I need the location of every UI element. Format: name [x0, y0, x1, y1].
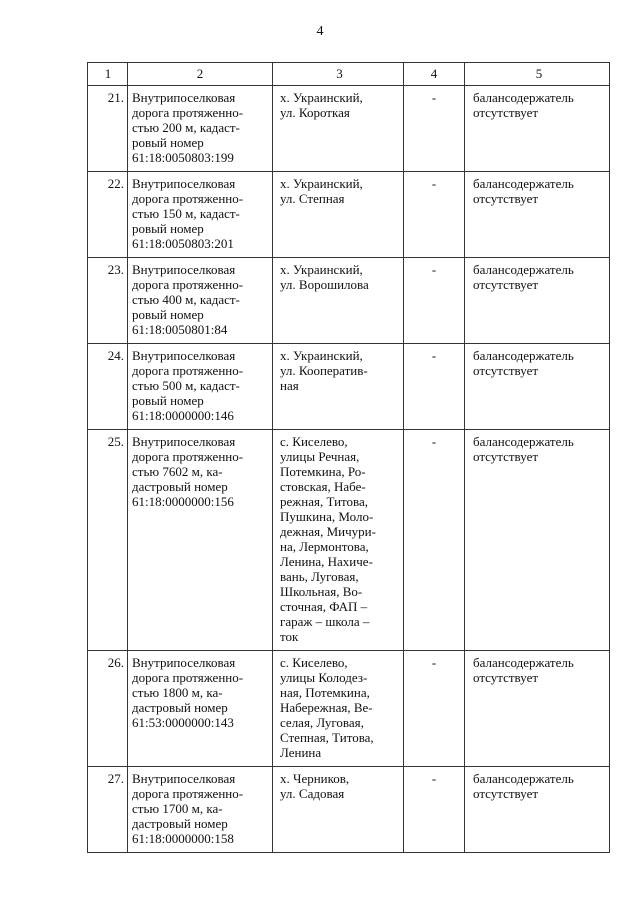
- column-4-value: -: [431, 90, 437, 105]
- column-4-value-cell: [404, 767, 465, 853]
- balance-holder-cell: [465, 258, 610, 344]
- table-row: [88, 767, 610, 853]
- column-4-value-cell: [404, 86, 465, 172]
- row-number-cell: [88, 651, 128, 767]
- table-row: [88, 344, 610, 430]
- header-col-1: 1: [88, 63, 128, 86]
- object-address-cell: [273, 767, 404, 853]
- balance-holder-cell: [465, 172, 610, 258]
- object-address-cell: [273, 86, 404, 172]
- row-number: 22.: [107, 176, 124, 191]
- object-description: Внутрипоселковая дорога протяженно- стью 200 м, кадаст- ровый номер 61:18:0050803:199: [132, 90, 244, 165]
- table-row: [88, 651, 610, 767]
- object-address-cell: [273, 651, 404, 767]
- object-address-cell: [273, 344, 404, 430]
- column-4-value: -: [431, 655, 437, 670]
- object-description-cell: [128, 651, 273, 767]
- object-description-cell: [128, 86, 273, 172]
- balance-holder: балансодержатель отсутствует: [473, 176, 574, 206]
- header-col-5: 5: [465, 63, 610, 86]
- column-4-value-cell: [404, 430, 465, 651]
- object-address: х. Украинский, ул. Короткая: [280, 90, 363, 120]
- column-4-value-cell: [404, 172, 465, 258]
- row-number: 23.: [107, 262, 124, 277]
- column-4-value-cell: [404, 651, 465, 767]
- row-number-cell: [88, 86, 128, 172]
- row-number: 24.: [107, 348, 124, 363]
- object-description-cell: [128, 258, 273, 344]
- row-number: 27.: [107, 771, 124, 786]
- balance-holder: балансодержатель отсутствует: [473, 434, 574, 464]
- row-number: 25.: [107, 434, 124, 449]
- object-description: Внутрипоселковая дорога протяженно- стью 7602 м, ка- дастровый номер 61:18:0000000:156: [132, 434, 244, 509]
- object-address: с. Киселево, улицы Речная, Потемкина, Ро- стовская, Набе- режная, Титова, Пушкина, Моло- дежная, Мичури- на, Лермонтова, Ленина, Нахиче- вань, Луговая, Школьная, Во- сточная, ФАП – гараж – школа – ток: [280, 434, 376, 644]
- table-row: [88, 172, 610, 258]
- object-address: с. Киселево, улицы Колодез- ная, Потемкина, Набережная, Ве- селая, Луговая, Степная, Титова, Ленина: [280, 655, 374, 760]
- object-address: х. Украинский, ул. Степная: [280, 176, 363, 206]
- page-number: 4: [316, 24, 324, 39]
- balance-holder: балансодержатель отсутствует: [473, 262, 574, 292]
- column-4-value: -: [431, 771, 437, 786]
- column-4-value: -: [431, 176, 437, 191]
- row-number: 21.: [107, 90, 124, 105]
- object-description: Внутрипоселковая дорога протяженно- стью 1800 м, ка- дастровый номер 61:53:0000000:143: [132, 655, 244, 730]
- balance-holder-cell: [465, 651, 610, 767]
- object-description: Внутрипоселковая дорога протяженно- стью 400 м, кадаст- ровый номер 61:18:0050801:84: [132, 262, 244, 337]
- row-number-cell: [88, 172, 128, 258]
- column-4-value-cell: [404, 258, 465, 344]
- balance-holder-cell: [465, 767, 610, 853]
- object-address: х. Черников, ул. Садовая: [280, 771, 350, 801]
- object-description: Внутрипоселковая дорога протяженно- стью 1700 м, ка- дастровый номер 61:18:0000000:158: [132, 771, 244, 846]
- header-col-2: 2: [128, 63, 273, 86]
- row-number-cell: [88, 344, 128, 430]
- balance-holder-cell: [465, 86, 610, 172]
- table-row: [88, 258, 610, 344]
- column-4-value: -: [431, 434, 437, 449]
- object-description-cell: [128, 430, 273, 651]
- object-address: х. Украинский, ул. Ворошилова: [280, 262, 369, 292]
- object-address-cell: [273, 172, 404, 258]
- balance-holder: балансодержатель отсутствует: [473, 771, 574, 801]
- registry-table: [87, 62, 610, 853]
- object-address-cell: [273, 258, 404, 344]
- object-description: Внутрипоселковая дорога протяженно- стью 150 м, кадаст- ровый номер 61:18:0050803:201: [132, 176, 244, 251]
- header-col-4: 4: [404, 63, 465, 86]
- column-4-value: -: [431, 262, 437, 277]
- table-row: [88, 430, 610, 651]
- column-4-value-cell: [404, 344, 465, 430]
- object-address-cell: [273, 430, 404, 651]
- column-4-value: -: [431, 348, 437, 363]
- row-number-cell: [88, 767, 128, 853]
- table-row: [88, 86, 610, 172]
- balance-holder: балансодержатель отсутствует: [473, 655, 574, 685]
- object-description-cell: [128, 767, 273, 853]
- row-number-cell: [88, 430, 128, 651]
- balance-holder-cell: [465, 344, 610, 430]
- table-header-row: [88, 63, 610, 86]
- object-address: х. Украинский, ул. Кооператив- ная: [280, 348, 368, 393]
- row-number: 26.: [107, 655, 124, 670]
- object-description-cell: [128, 172, 273, 258]
- object-description: Внутрипоселковая дорога протяженно- стью 500 м, кадаст- ровый номер 61:18:0000000:146: [132, 348, 244, 423]
- balance-holder: балансодержатель отсутствует: [473, 348, 574, 378]
- balance-holder: балансодержатель отсутствует: [473, 90, 574, 120]
- balance-holder-cell: [465, 430, 610, 651]
- row-number-cell: [88, 258, 128, 344]
- header-col-3: 3: [273, 63, 404, 86]
- table-body: [88, 86, 610, 853]
- object-description-cell: [128, 344, 273, 430]
